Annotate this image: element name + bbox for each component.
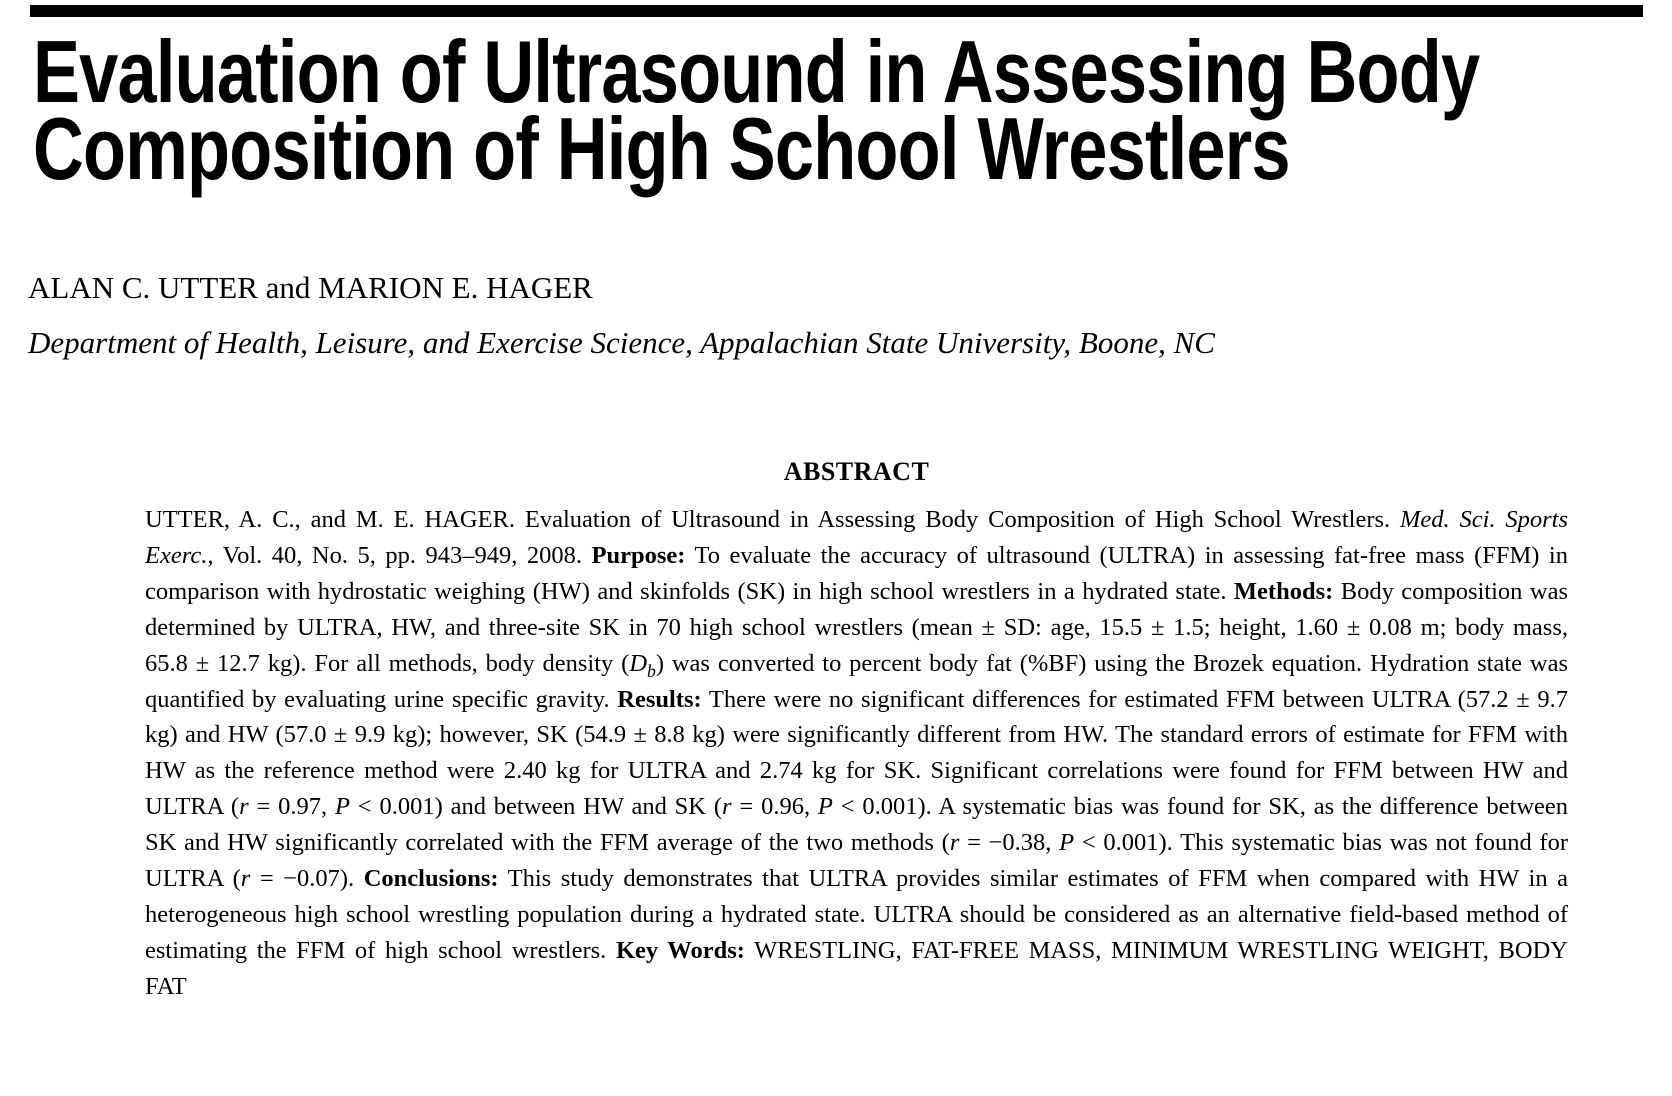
abstract-heading: ABSTRACT bbox=[783, 457, 930, 486]
authors-line: ALAN C. UTTER and MARION E. HAGER bbox=[28, 270, 593, 305]
page-title bbox=[33, 22, 1672, 198]
title-line-1: Evaluation of Ultrasound in Assessing Body bbox=[33, 22, 1480, 121]
title-line-2: Composition of High School Wrestlers bbox=[33, 99, 1290, 198]
top-rule bbox=[30, 5, 1643, 17]
abstract-paragraph: UTTER, A. C., and M. E. HAGER. Evaluation of Ultrasound in Assessing Body Composition of High School Wrestlers. Med. Sci. Sports Exerc., Vol. 40, No. 5, pp. 943–949, 2008. Purpose: To evaluate the accuracy of ultrasound (ULTRA) in assessing fat-free mass (FFM) in comparison with hydrostatic weighing (HW) and skinfolds (SK) in high school wrestlers in a hydrated state. Methods: Body composition was determined by ULTRA, HW, and three-site SK in 70 high school wrestlers (mean ± SD: age, 15.5 ± 1.5; height, 1.60 ± 0.08 m; body mass, 65.8 ± 12.7 kg). For all methods, body density $(D_b)$ was converted to percent body fat (%BF) using the Brozek equation. Hydration state was quantified by evaluating urine specific gravity. Results: There were no significant differences for estimated FFM between ULTRA (57.2 ± 9.7 kg) and HW (57.0 ± 9.9 kg); however, SK (54.9 ± 8.8 kg) were significantly different from HW. The standard errors of estimate for FFM with HW as the reference method were 2.40 kg for ULTRA and 2.74 kg for SK. Significant correlations were found for FFM between HW and ULTRA (r = 0.97, P < 0.001) and between HW and SK (r = 0.96, P < 0.001). A systematic bias was found for SK, as the difference between SK and HW significantly correlated with the FFM average of the two methods (r = −0.38, P < 0.001). This systematic bias was not found for ULTRA (r = −0.07). Conclusions: This study demonstrates that ULTRA provides similar estimates of FFM when compared with HW in a heterogeneous high school wrestling population during a hydrated state. ULTRA should be considered as an alternative field-based method of estimating the FFM of high school wrestlers. Key Words: WRESTLING, FAT-FREE MASS, MINIMUM WRESTLING WEIGHT, BODY FAT bbox=[145, 506, 1569, 1000]
affiliation-line: Department of Health, Leisure, and Exercise Science, Appalachian State University, Boone, NC bbox=[28, 325, 1215, 360]
